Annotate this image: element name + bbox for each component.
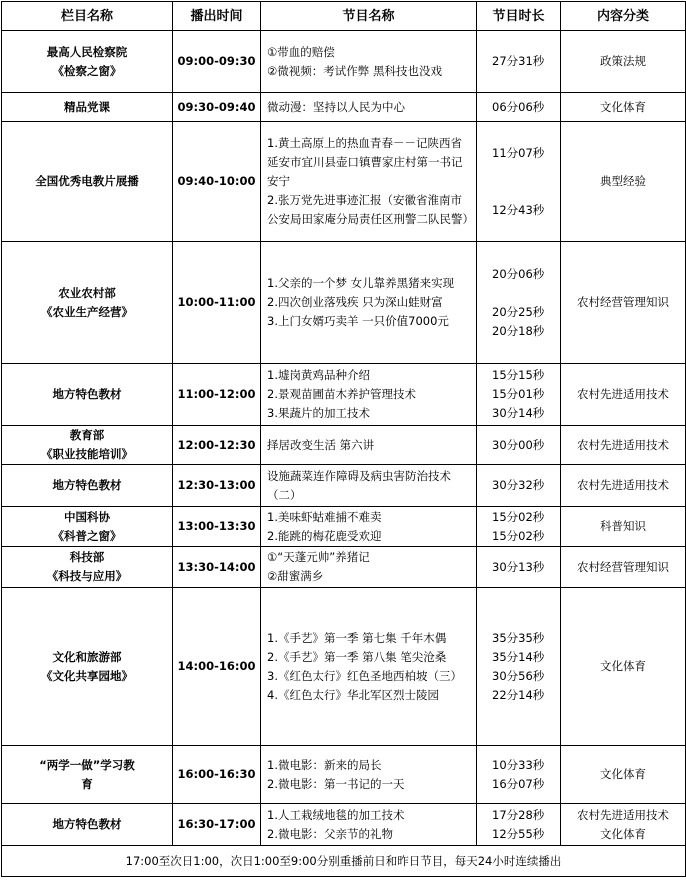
column-name-cell-line: 地方特色教材 (52, 478, 122, 492)
duration-cell-line (492, 182, 560, 201)
duration-cell-line: 20分06秒 (492, 266, 545, 281)
duration-cell-line: 20分25秒 (492, 304, 545, 319)
air-time-cell: 13:30-14:00 (173, 547, 261, 588)
duration-cell (477, 364, 561, 426)
program-name-cell-line: 2.四次创业落残疾 只为深山蛙财富 (267, 295, 443, 309)
air-time-cell: 12:30-13:00 (173, 465, 261, 507)
program-name-cell-line: 3.上门女婿巧卖羊 一只价值7000元 (267, 314, 449, 328)
duration-cell-line: 30分32秒 (492, 478, 545, 492)
duration-cell-line: 15分01秒 (492, 387, 545, 401)
duration-cell-line: 16分07秒 (492, 776, 545, 791)
header-column-name: 栏目名称 (2, 2, 173, 31)
footer-note: 17:00至次日1:00，次日1:00至9:00分别重播前日和昨日节目，每天24小时连续播出 (2, 846, 686, 877)
program-name-cell-line: ①“天蓬元帅”养猪记 (267, 550, 370, 564)
duration-cell-line (492, 163, 560, 182)
category-cell-line: 农村经营管理知识 (577, 295, 669, 309)
duration-cell (477, 31, 561, 93)
category-cell (561, 31, 686, 93)
column-name-cell-line: 文化和旅游部 (52, 649, 122, 664)
program-name-cell-line: 2.微电影：父亲节的礼物 (267, 826, 393, 841)
category-cell (561, 93, 686, 122)
duration-cell (477, 93, 561, 122)
column-name-cell-line: 最高人民检察院 (46, 44, 128, 59)
category-cell-line: 文化体育 (600, 659, 646, 673)
program-name-cell-line: 1.父亲的一个梦 女儿靠养黑猪来实现 (267, 276, 455, 290)
footer-row (2, 846, 686, 877)
category-cell-line: 文化体育 (600, 99, 646, 114)
duration-cell (477, 804, 561, 846)
column-name-cell-line: 《科技与应用》 (46, 569, 128, 583)
duration-cell-line: 06分06秒 (492, 99, 545, 114)
table-row (2, 746, 686, 804)
column-name-cell-line: 《科普之窗》 (52, 528, 122, 543)
duration-cell-line: 15分02秒 (492, 509, 545, 524)
program-name-cell (261, 746, 477, 804)
duration-cell-line: 30分56秒 (492, 668, 545, 683)
duration-cell-line: 22分14秒 (492, 687, 545, 702)
program-name-cell-line: 2.微电影：第一书记的一天 (267, 776, 405, 791)
table-row (2, 507, 686, 547)
program-name-cell-line: 设施蔬菜连作障碍及病虫害防治技术（二） (267, 468, 451, 502)
program-name-cell (261, 465, 477, 507)
column-name-cell-line: 《文化共享园地》 (41, 668, 133, 683)
duration-cell-line: 30分14秒 (492, 406, 545, 420)
duration-cell-line: 10分33秒 (492, 757, 545, 772)
duration-cell-line: 12分43秒 (492, 202, 545, 217)
duration-cell (477, 242, 561, 364)
category-cell-line: 农村先进适用技术 (577, 807, 669, 822)
duration-cell-line: 27分31秒 (492, 54, 545, 68)
duration-cell-line (492, 284, 560, 303)
program-name-cell (261, 31, 477, 93)
duration-cell-line: 15分02秒 (492, 528, 545, 543)
air-time-cell: 11:00-12:00 (173, 364, 261, 426)
category-cell (561, 426, 686, 465)
program-name-cell-line: 1.美味虾蛄难捕不难卖 (267, 509, 382, 524)
air-time-cell: 09:40-10:00 (173, 122, 261, 242)
program-name-cell (261, 242, 477, 364)
category-cell-line: 农村先进适用技术 (577, 437, 669, 452)
column-name-cell (2, 588, 173, 746)
column-name-cell (2, 122, 173, 242)
program-name-cell-line: 1.《手艺》第一季 第七集 千年木偶 (267, 630, 447, 645)
category-cell (561, 804, 686, 846)
column-name-cell-line: 《检察之窗》 (52, 63, 122, 78)
air-time-cell: 14:00-16:00 (173, 588, 261, 746)
air-time-cell: 16:30-17:00 (173, 804, 261, 846)
column-name-cell-line: 精品党课 (64, 99, 110, 114)
duration-cell (477, 547, 561, 588)
program-name-cell-line: 4.《红色太行》华北军区烈士陵园 (267, 687, 439, 702)
duration-cell (477, 507, 561, 547)
column-name-cell-line: 育 (81, 776, 93, 791)
column-name-cell-line: 农业农村部 (58, 285, 116, 300)
column-name-cell (2, 93, 173, 122)
table-row (2, 364, 686, 426)
program-name-cell-line: 1.微电影：新来的局长 (267, 757, 382, 772)
column-name-cell-line: 全国优秀电教片展播 (35, 174, 139, 188)
column-name-cell-line: “两学一做”学习教 (39, 757, 135, 772)
category-cell-line: 科普知识 (600, 519, 646, 533)
air-time-cell: 12:00-12:30 (173, 426, 261, 465)
duration-cell (477, 122, 561, 242)
duration-cell-line: 12分55秒 (492, 826, 545, 841)
column-name-cell (2, 547, 173, 588)
column-name-cell-line: 《职业技能培训》 (41, 447, 133, 461)
program-name-cell-line: 2.能跳的梅花鹿受欢迎 (267, 528, 382, 543)
column-name-cell-line: 科技部 (69, 550, 105, 564)
program-name-cell-line: 3.《红色太行》红色圣地西柏坡（三） (267, 668, 462, 683)
table-row (2, 465, 686, 507)
program-name-cell (261, 547, 477, 588)
header-air-time: 播出时间 (173, 2, 261, 31)
category-cell-line: 农村经营管理知识 (577, 559, 669, 574)
air-time-cell: 09:30-09:40 (173, 93, 261, 122)
column-name-cell-line: 地方特色教材 (52, 387, 122, 401)
duration-cell-line: 30分00秒 (492, 437, 545, 452)
category-cell (561, 242, 686, 364)
program-name-cell-line: 1.墟岗黄鸡品种介绍 (267, 368, 370, 382)
header-duration: 节目时长 (477, 2, 561, 31)
duration-cell-line: 35分35秒 (492, 630, 545, 645)
table-row (2, 242, 686, 364)
program-name-cell (261, 122, 477, 242)
program-name-cell (261, 426, 477, 465)
column-name-cell (2, 465, 173, 507)
category-cell-line: 典型经验 (600, 174, 646, 188)
column-name-cell (2, 31, 173, 93)
duration-cell (477, 465, 561, 507)
column-name-cell (2, 804, 173, 846)
duration-cell-line: 35分14秒 (492, 649, 545, 664)
category-cell-line: 文化体育 (600, 826, 646, 841)
program-name-cell-line: 3.果蔬片的加工技术 (267, 406, 370, 420)
category-cell (561, 507, 686, 547)
program-name-cell-line: 1.黄土高原上的热血青春－－记陕西省延安市宜川县壶口镇曹家庄村第一书记安宁 (267, 136, 463, 188)
program-name-cell-line: 1.人工栽绒地毯的加工技术 (267, 807, 405, 822)
column-name-cell (2, 426, 173, 465)
category-cell (561, 588, 686, 746)
duration-cell-line: 17分28秒 (492, 807, 545, 822)
duration-cell (477, 746, 561, 804)
duration-cell-line: 20分18秒 (492, 323, 545, 338)
table-row (2, 122, 686, 242)
header-program-name: 节目名称 (261, 2, 477, 31)
header-category: 内容分类 (561, 2, 686, 31)
program-name-cell-line: 2.张万党先进事迹汇报（安徽省淮南市公安局田家庵分局责任区刑警二队民警） (267, 193, 474, 226)
table-row (2, 588, 686, 746)
table-row (2, 426, 686, 465)
column-name-cell-line: 地方特色教材 (52, 817, 122, 831)
category-cell (561, 364, 686, 426)
column-name-cell-line: 《农业生产经营》 (41, 304, 133, 319)
table-row (2, 93, 686, 122)
air-time-cell: 09:00-09:30 (173, 31, 261, 93)
program-name-cell-line: 2.景观苗圃苗木养护管理技术 (267, 387, 416, 401)
program-name-cell (261, 804, 477, 846)
program-name-cell-line: ②甜蜜满乡 (267, 569, 324, 583)
schedule-table (1, 1, 686, 877)
program-name-cell-line: ②微视频：考试作弊 黑科技也没戏 (267, 63, 442, 78)
program-name-cell-line: ①带血的赔偿 (267, 44, 335, 59)
program-name-cell-line: 微动漫：坚持以人民为中心 (267, 99, 405, 114)
program-name-cell-line: 2.《手艺》第一季 第八集 笔尖沧桑 (267, 649, 447, 664)
category-cell-line: 政策法规 (600, 54, 646, 68)
category-cell-line: 农村先进适用技术 (577, 478, 669, 492)
air-time-cell: 16:00-16:30 (173, 746, 261, 804)
column-name-cell (2, 364, 173, 426)
duration-cell-line: 11分07秒 (492, 145, 545, 160)
header-row (2, 2, 686, 31)
air-time-cell: 13:00-13:30 (173, 507, 261, 547)
category-cell-line: 文化体育 (600, 767, 646, 781)
column-name-cell (2, 746, 173, 804)
program-name-cell (261, 507, 477, 547)
program-name-cell (261, 588, 477, 746)
category-cell (561, 465, 686, 507)
air-time-cell: 10:00-11:00 (173, 242, 261, 364)
duration-cell-line: 15分15秒 (492, 368, 545, 382)
duration-cell-line: 30分13秒 (492, 559, 545, 574)
column-name-cell (2, 242, 173, 364)
category-cell (561, 746, 686, 804)
program-name-cell-line: 择居改变生活 第六讲 (267, 437, 375, 452)
column-name-cell-line: 教育部 (69, 428, 105, 442)
category-cell (561, 547, 686, 588)
duration-cell (477, 426, 561, 465)
category-cell-line: 农村先进适用技术 (577, 387, 669, 401)
table-row (2, 31, 686, 93)
program-name-cell (261, 93, 477, 122)
table-row (2, 804, 686, 846)
column-name-cell (2, 507, 173, 547)
table-row (2, 547, 686, 588)
column-name-cell-line: 中国科协 (64, 509, 110, 524)
program-name-cell (261, 364, 477, 426)
category-cell (561, 122, 686, 242)
duration-cell (477, 588, 561, 746)
